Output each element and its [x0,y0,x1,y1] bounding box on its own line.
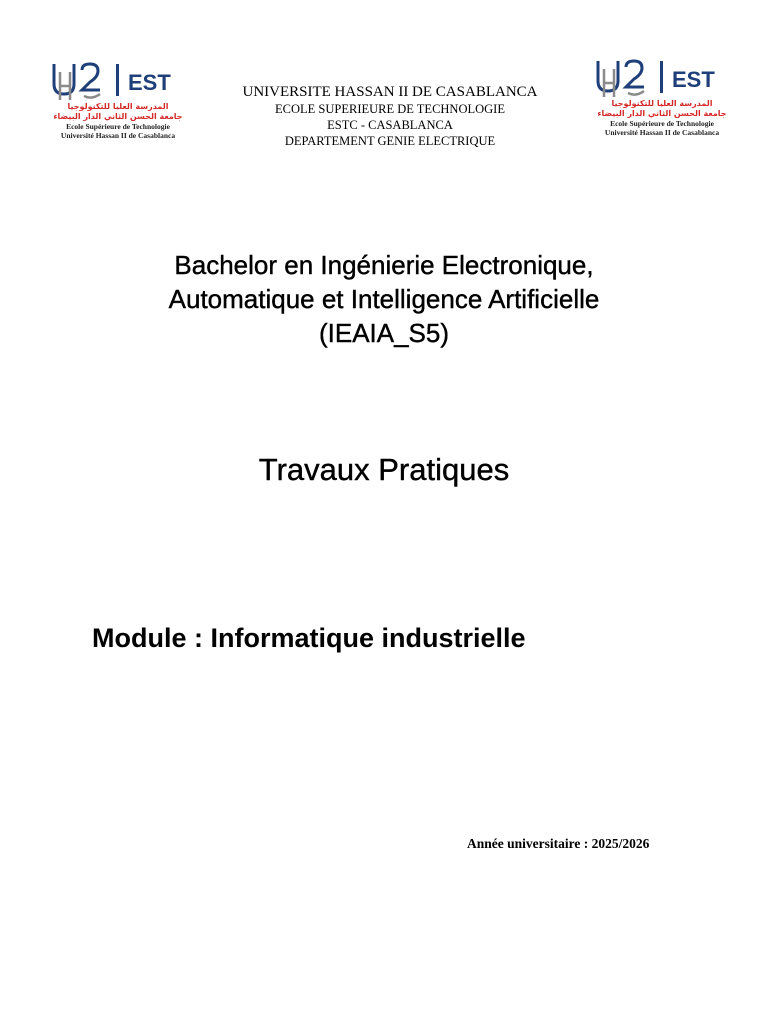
est-text: EST [672,67,715,92]
logo-fr-line2: Université Hassan II de Casablanca [60,131,176,140]
logo-arabic-line2: جامعة الحسن الثاني الدار البيضاء [53,112,183,121]
institution-header [200,83,580,149]
program-title-line3: (IEAIA_S5) [318,318,450,348]
logo-fr-line1: Ecole Supérieure de Technologie [610,119,714,128]
logo-arabic-line1: المدرسة العليا للتكنولوجيا [611,99,713,108]
est-logo-left [52,60,192,144]
est-logo-right [596,57,736,141]
logo-fr-line1: Ecole Supérieure de Technologie [66,122,170,131]
program-title [60,248,708,350]
header-department: DEPARTEMENT GENIE ELECTRIQUE [284,134,496,148]
header-school: ECOLE SUPERIEURE DE TECHNOLOGIE [275,102,505,116]
uh2c-est-mark-icon [596,57,736,99]
program-title-line2: Automatique et Intelligence Artificielle [168,284,600,314]
est-text: EST [128,70,171,95]
program-title-line1: Bachelor en Ingénierie Electronique, [174,250,594,280]
uh2c-est-mark-icon [52,60,192,102]
document-subtitle: Travaux Pratiques [258,452,510,487]
academic-year: Année universitaire : 2025/2026 [467,836,650,851]
logo-fr-line2: Université Hassan II de Casablanca [604,128,720,137]
header-campus: ESTC - CASABLANCA [327,118,453,132]
module-name: Module : Informatique industrielle [92,623,526,653]
logo-arabic-line2: جامعة الحسن الثاني الدار البيضاء [597,109,727,118]
logo-arabic-line1: المدرسة العليا للتكنولوجيا [67,102,169,111]
header-university: UNIVERSITE HASSAN II DE CASABLANCA [242,84,538,100]
